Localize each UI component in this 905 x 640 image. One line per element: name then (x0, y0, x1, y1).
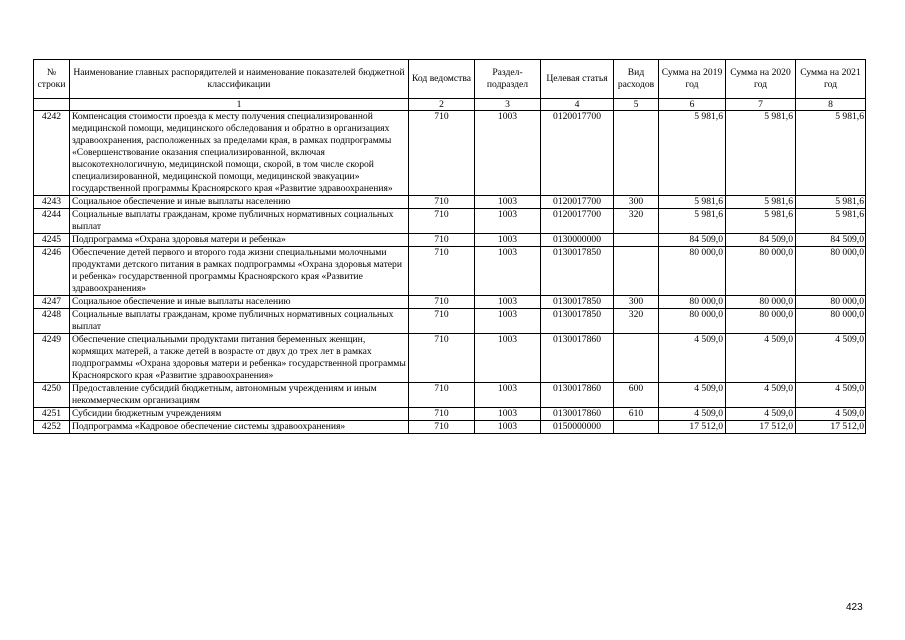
row-sum-2021: 17 512,0 (796, 421, 866, 434)
row-expense-type: 300 (614, 196, 659, 209)
row-target-article: 0130017860 (541, 334, 614, 383)
row-number: 4249 (34, 334, 70, 383)
column-index: 4 (541, 99, 614, 111)
column-index: 1 (70, 99, 409, 111)
row-sum-2020: 84 509,0 (726, 234, 796, 247)
row-sum-2021: 5 981,6 (796, 111, 866, 196)
table-row (34, 408, 866, 421)
column-index: 8 (796, 99, 866, 111)
row-number: 4252 (34, 421, 70, 434)
row-department-code: 710 (409, 383, 475, 408)
header-sum-2020: Сумма на 2020 год (726, 60, 796, 99)
row-sum-2019: 4 509,0 (659, 334, 726, 383)
row-number: 4246 (34, 247, 70, 296)
row-number: 4245 (34, 234, 70, 247)
column-index: 6 (659, 99, 726, 111)
row-department-code: 710 (409, 309, 475, 334)
row-section: 1003 (475, 334, 541, 383)
table-row (34, 334, 866, 383)
row-target-article: 0130017850 (541, 247, 614, 296)
row-sum-2019: 4 509,0 (659, 408, 726, 421)
budget-table (33, 59, 866, 434)
row-sum-2020: 5 981,6 (726, 196, 796, 209)
row-sum-2019: 5 981,6 (659, 111, 726, 196)
row-department-code: 710 (409, 421, 475, 434)
row-sum-2019: 5 981,6 (659, 209, 726, 234)
row-sum-2019: 17 512,0 (659, 421, 726, 434)
row-expense-type (614, 247, 659, 296)
table-row (34, 247, 866, 296)
row-sum-2020: 17 512,0 (726, 421, 796, 434)
row-expense-type (614, 421, 659, 434)
row-sum-2021: 5 981,6 (796, 196, 866, 209)
row-sum-2020: 4 509,0 (726, 383, 796, 408)
header-target-article: Целевая статья (541, 60, 614, 99)
row-sum-2021: 4 509,0 (796, 383, 866, 408)
row-sum-2020: 4 509,0 (726, 334, 796, 383)
row-number: 4243 (34, 196, 70, 209)
row-target-article: 0120017700 (541, 196, 614, 209)
row-expense-type: 320 (614, 309, 659, 334)
row-department-code: 710 (409, 296, 475, 309)
row-target-article: 0130000000 (541, 234, 614, 247)
row-sum-2019: 80 000,0 (659, 296, 726, 309)
row-name: Компенсация стоимости проезда к месту получения специализированной медицинской помощи, медицинского обследования и обратно в организациях здравоохранения, расположенных за пределами края, в рамках подпрограммы «Совершенствование оказания специализированной, включая высокотехнологичную, медицинской помощи, скорой, в том числе скорой специализированной, медицинской помощи, медицинской эвакуации» государственной программы Красноярского края «Развитие здравоохранения» (70, 111, 409, 196)
row-section: 1003 (475, 383, 541, 408)
header-name: Наименование главных распорядителей и наименование показателей бюджетной классификации (70, 60, 409, 99)
row-target-article: 0130017860 (541, 408, 614, 421)
row-expense-type: 320 (614, 209, 659, 234)
row-name: Подпрограмма «Кадровое обеспечение системы здравоохранения» (70, 421, 409, 434)
table-row (34, 296, 866, 309)
header-row (34, 60, 866, 99)
header-sum-2021: Сумма на 2021 год (796, 60, 866, 99)
table-row (34, 196, 866, 209)
table-row (34, 209, 866, 234)
column-index: 2 (409, 99, 475, 111)
row-sum-2019: 4 509,0 (659, 383, 726, 408)
row-sum-2020: 80 000,0 (726, 309, 796, 334)
table-row (34, 383, 866, 408)
row-sum-2021: 80 000,0 (796, 309, 866, 334)
row-number: 4248 (34, 309, 70, 334)
row-name: Обеспечение детей первого и второго года жизни специальными молочными продуктами детского питания в рамках подпрограммы «Охрана здоровья матери и ребенка» государственной программы Красноярского края «Развитие здравоохранения» (70, 247, 409, 296)
table-body (34, 111, 866, 434)
row-section: 1003 (475, 247, 541, 296)
row-sum-2021: 4 509,0 (796, 408, 866, 421)
row-expense-type: 610 (614, 408, 659, 421)
row-sum-2021: 5 981,6 (796, 209, 866, 234)
row-name: Социальное обеспечение и иные выплаты населению (70, 296, 409, 309)
table-row (34, 111, 866, 196)
row-section: 1003 (475, 209, 541, 234)
row-sum-2021: 84 509,0 (796, 234, 866, 247)
column-index: 5 (614, 99, 659, 111)
row-name: Подпрограмма «Охрана здоровья матери и ребенка» (70, 234, 409, 247)
row-section: 1003 (475, 309, 541, 334)
row-number: 4244 (34, 209, 70, 234)
row-sum-2021: 80 000,0 (796, 247, 866, 296)
table-row (34, 421, 866, 434)
row-department-code: 710 (409, 247, 475, 296)
row-section: 1003 (475, 421, 541, 434)
table-row (34, 234, 866, 247)
row-section: 1003 (475, 408, 541, 421)
column-index (34, 99, 70, 111)
header-department-code: Код ведомства (409, 60, 475, 99)
header-section: Раздел-подраздел (475, 60, 541, 99)
row-target-article: 0120017700 (541, 111, 614, 196)
column-index: 7 (726, 99, 796, 111)
row-sum-2020: 5 981,6 (726, 209, 796, 234)
row-sum-2019: 80 000,0 (659, 247, 726, 296)
row-name: Социальное обеспечение и иные выплаты населению (70, 196, 409, 209)
row-sum-2019: 84 509,0 (659, 234, 726, 247)
row-name: Предоставление субсидий бюджетным, автономным учреждениям и иным некоммерческим организациям (70, 383, 409, 408)
row-target-article: 0130017850 (541, 309, 614, 334)
row-department-code: 710 (409, 334, 475, 383)
row-expense-type (614, 234, 659, 247)
column-index-row (34, 99, 866, 111)
row-number: 4251 (34, 408, 70, 421)
row-department-code: 710 (409, 209, 475, 234)
row-department-code: 710 (409, 234, 475, 247)
row-target-article: 0130017850 (541, 296, 614, 309)
row-number: 4247 (34, 296, 70, 309)
row-sum-2020: 80 000,0 (726, 296, 796, 309)
row-sum-2020: 80 000,0 (726, 247, 796, 296)
row-department-code: 710 (409, 408, 475, 421)
row-sum-2021: 4 509,0 (796, 334, 866, 383)
table-row (34, 309, 866, 334)
row-expense-type (614, 111, 659, 196)
row-section: 1003 (475, 111, 541, 196)
row-section: 1003 (475, 234, 541, 247)
row-name: Социальные выплаты гражданам, кроме публичных нормативных социальных выплат (70, 209, 409, 234)
row-section: 1003 (475, 196, 541, 209)
row-target-article: 0130017860 (541, 383, 614, 408)
row-name: Обеспечение специальными продуктами питания беременных женщин, кормящих матерей, а также детей в возрасте от двух до трех лет в рамках подпрограммы «Охрана здоровья матери и ребенка» государственной программы Красноярского края «Развитие здравоохранения» (70, 334, 409, 383)
row-number: 4250 (34, 383, 70, 408)
header-expense-type: Вид расходов (614, 60, 659, 99)
row-name: Субсидии бюджетным учреждениям (70, 408, 409, 421)
header-sum-2019: Сумма на 2019 год (659, 60, 726, 99)
page-number: 423 (846, 602, 863, 613)
row-section: 1003 (475, 296, 541, 309)
row-number: 4242 (34, 111, 70, 196)
row-expense-type (614, 334, 659, 383)
row-target-article: 0150000000 (541, 421, 614, 434)
row-target-article: 0120017700 (541, 209, 614, 234)
row-name: Социальные выплаты гражданам, кроме публичных нормативных социальных выплат (70, 309, 409, 334)
row-expense-type: 600 (614, 383, 659, 408)
row-sum-2019: 80 000,0 (659, 309, 726, 334)
row-sum-2021: 80 000,0 (796, 296, 866, 309)
row-department-code: 710 (409, 196, 475, 209)
row-sum-2020: 4 509,0 (726, 408, 796, 421)
column-index: 3 (475, 99, 541, 111)
row-sum-2020: 5 981,6 (726, 111, 796, 196)
row-department-code: 710 (409, 111, 475, 196)
header-row-number: № строки (34, 60, 70, 99)
row-expense-type: 300 (614, 296, 659, 309)
row-sum-2019: 5 981,6 (659, 196, 726, 209)
